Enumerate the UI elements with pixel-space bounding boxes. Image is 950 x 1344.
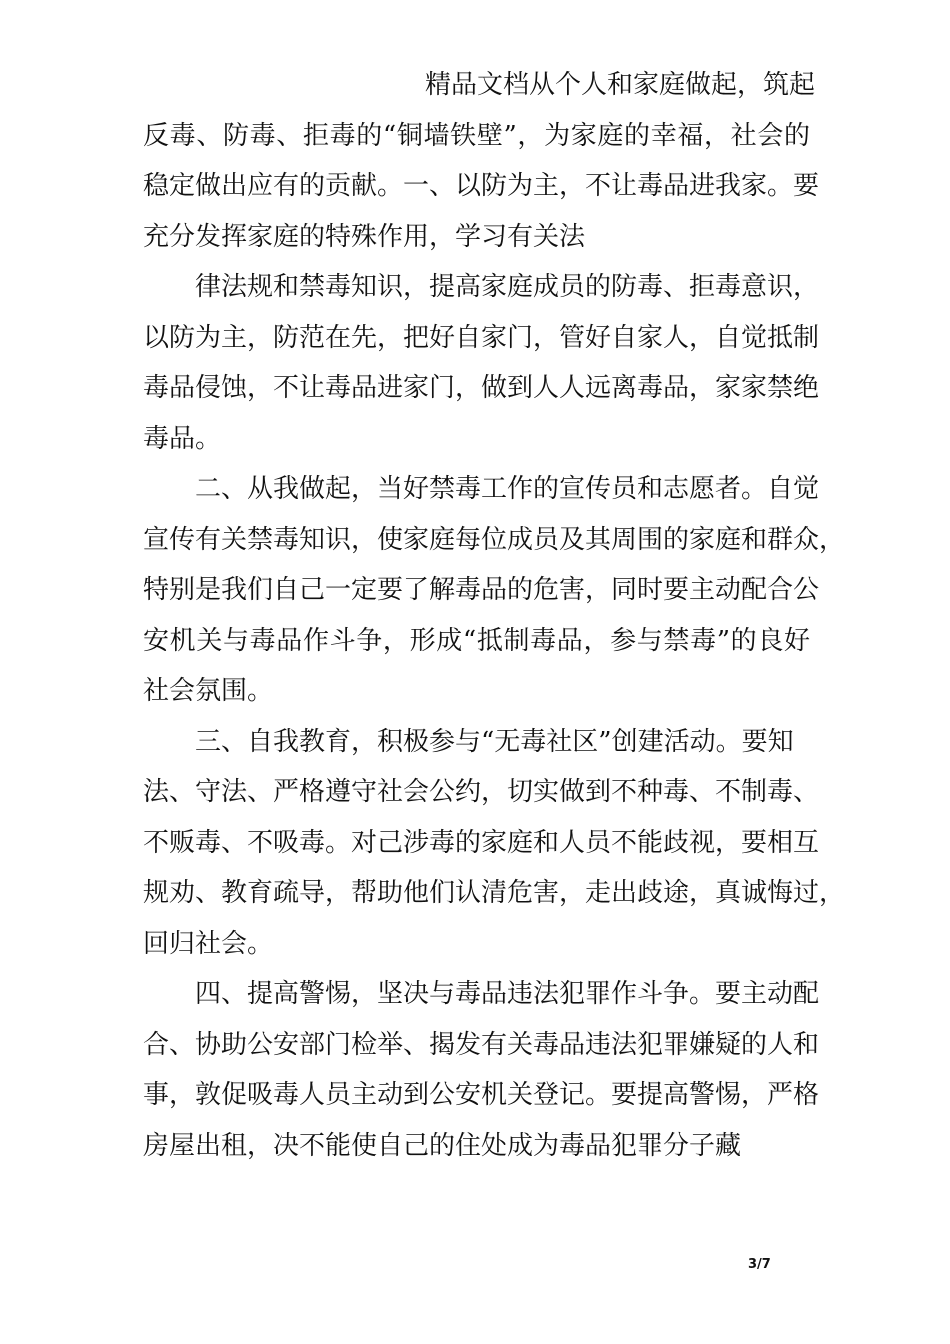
text-line: 特别是我们自己一定要了解毒品的危害，同时要主动配合公: [143, 575, 820, 605]
text-line: 反毒、防毒、拒毒的“铜墙铁壁”，为家庭的幸福，社会的: [143, 120, 810, 151]
page-number: 3/7: [748, 1257, 771, 1272]
text-line: 三、自我教育，积极参与“无毒社区”创建活动。要知: [195, 726, 794, 757]
text-line: 充分发挥家庭的特殊作用，学习有关法: [143, 221, 586, 252]
text-line: 二、从我做起，当好禁毒工作的宣传员和志愿者。自觉: [195, 474, 820, 504]
text-line: 以防为主，防范在先，把好自家门，管好自家人，自觉抵制: [143, 322, 820, 353]
text-line: 毒品侵蚀，不让毒品进家门，做到人人远离毒品，家家禁绝: [143, 373, 820, 403]
paragraph-4: [143, 969, 820, 1171]
text-line: 不贩毒、不吸毒。对己涉毒的家庭和人员不能歧视，要相互: [143, 827, 820, 858]
text-line: 安机关与毒品作斗争，形成“抵制毒品，参与禁毒”的良好: [143, 625, 810, 656]
text-line: 回归社会。: [143, 928, 274, 959]
text-line: 合、协助公安部门检举、揭发有关毒品违法犯罪嫌疑的人和: [143, 1029, 820, 1060]
text-line: 房屋出租，决不能使自己的住处成为毒品犯罪分子藏: [143, 1130, 742, 1161]
paragraph-2: [143, 464, 846, 717]
text-line: 毒品。: [143, 423, 222, 454]
text-line: 稳定做出应有的贡献。一、以防为主，不让毒品进我家。要: [143, 171, 820, 201]
text-line: 律法规和禁毒知识，提高家庭成员的防毒、拒毒意识，: [195, 272, 820, 302]
text-line: 精品文档从个人和家庭做起，筑起: [425, 70, 816, 100]
text-line: 宣传有关禁毒知识，使家庭每位成员及其周围的家庭和群众，: [143, 524, 846, 555]
text-line: 规劝、教育疏导，帮助他们认清危害，走出歧途，真诚悔过，: [143, 878, 846, 908]
text-line: 社会氛围。: [143, 676, 274, 706]
text-line: 事，敦促吸毒人员主动到公安机关登记。要提高警惕，严格: [143, 1080, 820, 1110]
paragraph-header: [143, 60, 820, 262]
document-body: [143, 60, 846, 1171]
text-line: 四、提高警惕，坚决与毒品违法犯罪作斗争。要主动配: [195, 979, 820, 1009]
text-line: 法、守法、严格遵守社会公约，切实做到不种毒、不制毒、: [143, 777, 820, 807]
paragraph-3: [143, 717, 846, 970]
paragraph-1: [143, 262, 820, 464]
